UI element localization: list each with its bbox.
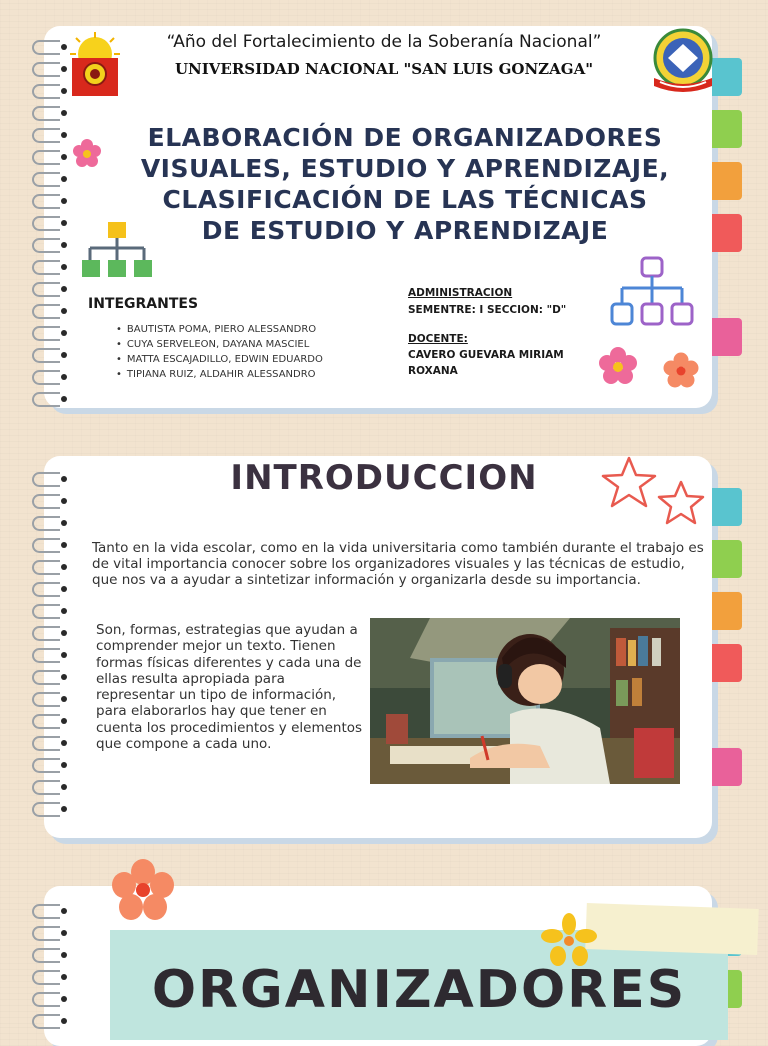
star-icon xyxy=(600,456,658,512)
hierarchy-icon xyxy=(80,220,152,284)
list-item: • CUYA SERVELEON, DAYANA MASCIEL xyxy=(116,337,323,352)
flower-icon xyxy=(110,858,176,926)
tab-green xyxy=(712,540,742,578)
tab-orange xyxy=(712,162,742,200)
star-icon xyxy=(656,480,706,530)
org-chart-icon xyxy=(608,256,696,332)
title-line: DE ESTUDIO Y APRENDIZAJE xyxy=(201,216,609,245)
intro-paragraph-2: Son, formas, estrategias que ayudan a comprender mejor un texto. Tienen formas físicas diferentes y cada una de ellas resulta apropiada para representar un tipo de información, para elaborarlos hay que tener en cuenta los procedimientos y elementos que compone a cada uno. xyxy=(96,622,363,753)
tab-green xyxy=(712,110,742,148)
career-label: ADMINISTRACION xyxy=(408,287,513,299)
flower-icon xyxy=(598,346,638,390)
motto: “Año del Fortalecimiento de la Soberanía Nacional” xyxy=(166,32,602,52)
tab-red xyxy=(712,214,742,252)
teacher-label: DOCENTE: xyxy=(408,333,468,345)
title-line: CLASIFICACIÓN DE LAS TÉCNICAS xyxy=(162,185,648,214)
study-illustration xyxy=(370,618,680,784)
tab-pink xyxy=(712,748,742,786)
flower-icon xyxy=(662,352,700,394)
title-line: ELABORACIÓN DE ORGANIZADORES xyxy=(147,123,663,152)
semester-label: SEMENTRE: I SECCION: "D" xyxy=(408,304,567,316)
members-heading: INTEGRANTES xyxy=(88,296,199,312)
section-title: ORGANIZADORES xyxy=(151,960,687,1020)
tab-pink xyxy=(712,318,742,356)
teacher-name: CAVERO GUEVARA MIRIAM xyxy=(408,349,564,361)
paper-strip xyxy=(585,903,759,955)
teacher-name-2: ROXANA xyxy=(408,365,458,377)
title-line: VISUALES, ESTUDIO Y APRENDIZAJE, xyxy=(140,154,670,183)
list-item: • TIPIANA RUIZ, ALDAHIR ALESSANDRO xyxy=(116,367,323,382)
list-item: • MATTA ESCAJADILLO, EDWIN EDUARDO xyxy=(116,352,323,367)
section-title: INTRODUCCION xyxy=(230,458,538,498)
university-name: UNIVERSIDAD NACIONAL "SAN LUIS GONZAGA" xyxy=(174,60,594,78)
members-list xyxy=(116,322,323,382)
list-item: • BAUTISTA POMA, PIERO ALESSANDRO xyxy=(116,322,323,337)
tab-orange xyxy=(712,592,742,630)
flower-icon xyxy=(72,138,102,172)
page-title xyxy=(110,122,700,246)
intro-paragraph: Tanto en la vida escolar, como en la vida universitaria como también durante el trabajo es de vital importancia conocer sobre los organizadores visuales y las técnicas de estudio, que nos va a ayudar a sintetizar información y organizarla desde su importancia. xyxy=(92,540,704,588)
tab-red xyxy=(712,644,742,682)
